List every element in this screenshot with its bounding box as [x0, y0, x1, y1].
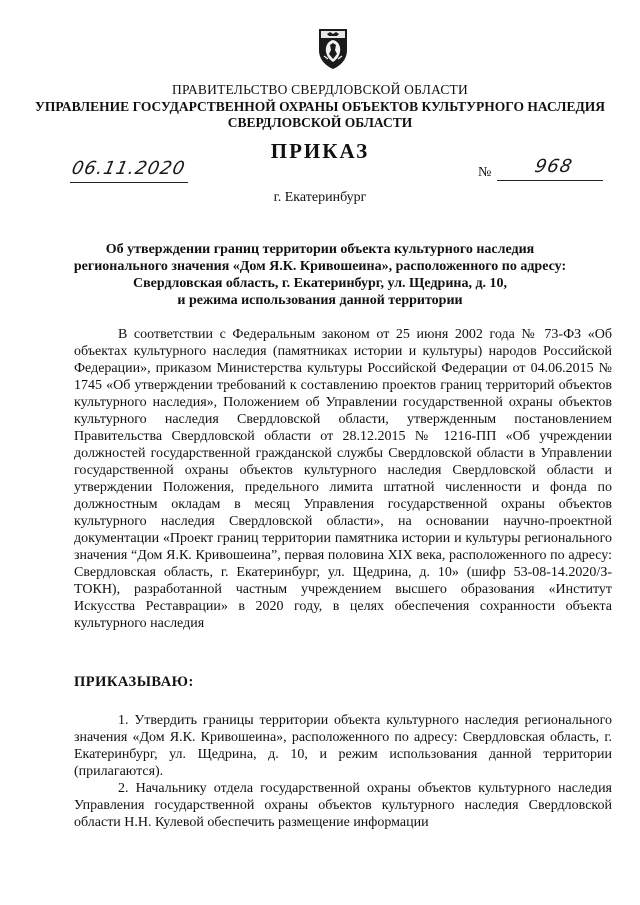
subject-line4: и режима использования данной территории — [177, 293, 463, 308]
government-name: ПРАВИТЕЛЬСТВО СВЕРДЛОВСКОЙ ОБЛАСТИ — [172, 82, 468, 97]
city-line: г. Екатеринбург — [273, 190, 367, 205]
number-label: № — [478, 165, 492, 180]
order-item-2: 2. Начальнику отдела государственной охраны объектов культурного наследия Управления государственной охраны объектов культурного наследия Свердловской области Н.Н. Кулевой обеспечить размещение информации — [74, 781, 612, 830]
order-item-1: 1. Утвердить границы территории объекта культурного наследия регионального значения «Дом Я.К. Кривошеина», расположенного по адресу: Свердловская область, г. Екатеринбург, ул. Щедрина, д. 10, и режим использования данной территории (прилагаются). — [74, 713, 612, 779]
date-field — [70, 160, 188, 183]
department-name-line2: СВЕРДЛОВСКОЙ ОБЛАСТИ — [227, 115, 413, 130]
coat-of-arms-icon — [316, 26, 350, 70]
preamble-paragraph: В соответствии с Федеральным законом от 25 июня 2002 года № 73-ФЗ «Об объектах культурного наследия (памятниках истории и культуры) народов Российской Федерации», приказом Министерства культуры Российской Федерации от 04.06.2015 № 1745 «Об утверждении требований к составлению проектов границ территорий объектов культурного наследия», Положением об Управлении государственной охраны объектов культурного наследия Свердловской области, утвержденным постановлением Правительства Свердловской области от 28.12.2015 № 1216-ПП «Об учреждении должностей государственной гражданской службы Свердловской области в Управлении государственной охраны объектов культурного наследия Свердловской области и утверждении Положения, предельного лимита штатной численности и фонда по должностным окладам в месяц Управления государственной охраны объектов культурного наследия Свердловской области», на основании научно-проектной документации «Проект границ территории памятника истории и культуры регионального значения “Дом Я.К. Кривошеина”, первая половина XIX века, расположенного по адресу: Свердловская область, г. Екатеринбург, ул. Щедрина, д. 10» (шифр 53-08-14.2020/З-ТОКН), разработанной частным учреждением высшего образования «Институт Искусства Реставрации» в 2020 году, в целях обеспечения сохранности объекта культурного наследия — [74, 327, 612, 631]
subject-line1: Об утверждении границ территории объекта культурного наследия — [105, 242, 535, 257]
department-name-line1: УПРАВЛЕНИЕ ГОСУДАРСТВЕННОЙ ОХРАНЫ ОБЪЕКТОВ КУЛЬТУРНОГО НАСЛЕДИЯ — [34, 99, 606, 114]
order-subject — [0, 241, 640, 309]
handwritten-date: 06.11.2020 — [69, 158, 188, 179]
handwritten-number: 968 — [532, 156, 575, 177]
document-type-title: ПРИКАЗ — [270, 139, 370, 163]
subject-line2: регионального значения «Дом Я.К. Кривошеина», расположенного по адресу: — [73, 259, 567, 274]
subject-line3: Свердловская область, г. Екатеринбург, ул. Щедрина, д. 10, — [132, 276, 508, 291]
number-field — [497, 156, 603, 181]
decree-heading: ПРИКАЗЫВАЮ: — [74, 674, 194, 690]
department-name — [0, 99, 640, 131]
